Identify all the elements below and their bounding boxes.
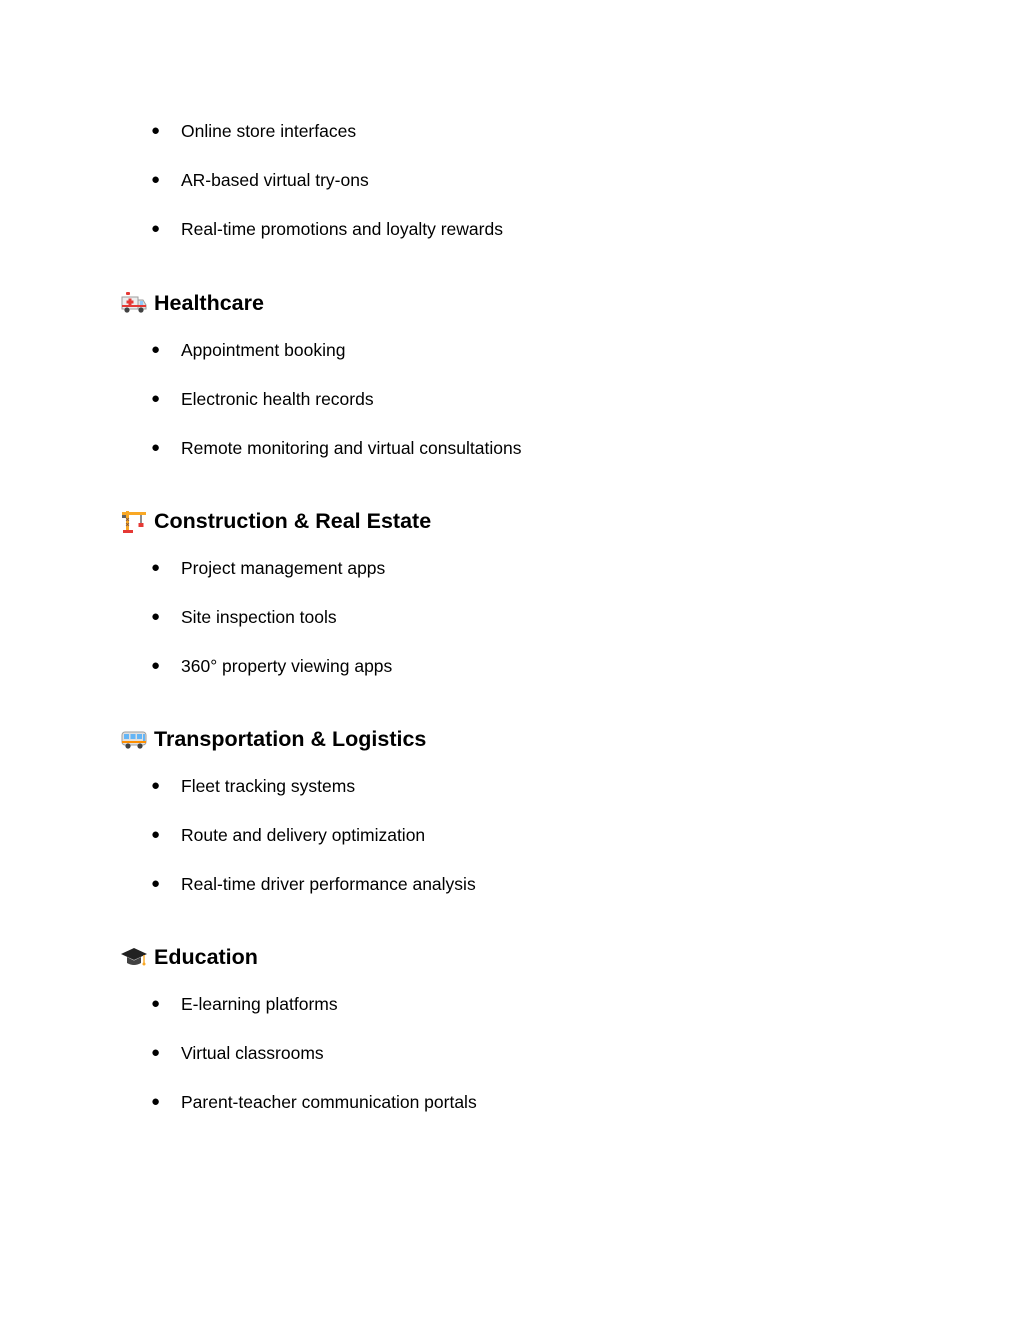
ambulance-icon <box>120 290 148 316</box>
bus-icon <box>120 726 148 752</box>
section-title: Education <box>154 945 258 969</box>
list-item-text: AR-based virtual try-ons <box>181 170 369 190</box>
bullet-icon: ● <box>151 122 161 139</box>
list-item-text: Site inspection tools <box>181 607 337 627</box>
bullet-icon: ● <box>151 171 161 188</box>
bullet-icon: ● <box>151 559 161 576</box>
list-item-text: 360° property viewing apps <box>181 656 393 676</box>
list-item-text: Online store interfaces <box>181 121 357 141</box>
graduation-cap-icon <box>120 944 148 970</box>
list-item-text: Real-time promotions and loyalty rewards <box>181 219 503 239</box>
section-heading-healthcare <box>120 288 264 318</box>
list-item-text: Parent-teacher communication portals <box>181 1092 477 1112</box>
bullet-icon: ● <box>151 1044 161 1061</box>
section-title: Healthcare <box>154 291 264 315</box>
section-heading-construction <box>120 506 431 536</box>
bullet-icon: ● <box>151 875 161 892</box>
bullet-icon: ● <box>151 995 161 1012</box>
section-title: Construction & Real Estate <box>154 509 432 533</box>
construction-crane-icon <box>120 508 148 534</box>
list-item-text: Remote monitoring and virtual consultations <box>181 438 522 458</box>
bullet-icon: ● <box>151 341 161 358</box>
bullet-icon: ● <box>151 657 161 674</box>
list-item-text: Virtual classrooms <box>181 1043 324 1063</box>
bullet-icon: ● <box>151 220 161 237</box>
section-heading-education <box>120 942 258 972</box>
list-item-text: Electronic health records <box>181 389 374 409</box>
bullet-icon: ● <box>151 826 161 843</box>
bullet-icon: ● <box>151 777 161 794</box>
list-item-text: Fleet tracking systems <box>181 776 356 796</box>
section-heading-transportation <box>120 724 426 754</box>
list-item-text: Real-time driver performance analysis <box>181 874 476 894</box>
list-item-text: E-learning platforms <box>181 994 338 1014</box>
bullet-icon: ● <box>151 439 161 456</box>
bullet-icon: ● <box>151 390 161 407</box>
bullet-icon: ● <box>151 1093 161 1110</box>
section-title: Transportation & Logistics <box>154 727 427 751</box>
list-item-text: Appointment booking <box>181 340 346 360</box>
list-item-text: Project management apps <box>181 558 386 578</box>
list-item-text: Route and delivery optimization <box>181 825 426 845</box>
bullet-icon: ● <box>151 608 161 625</box>
